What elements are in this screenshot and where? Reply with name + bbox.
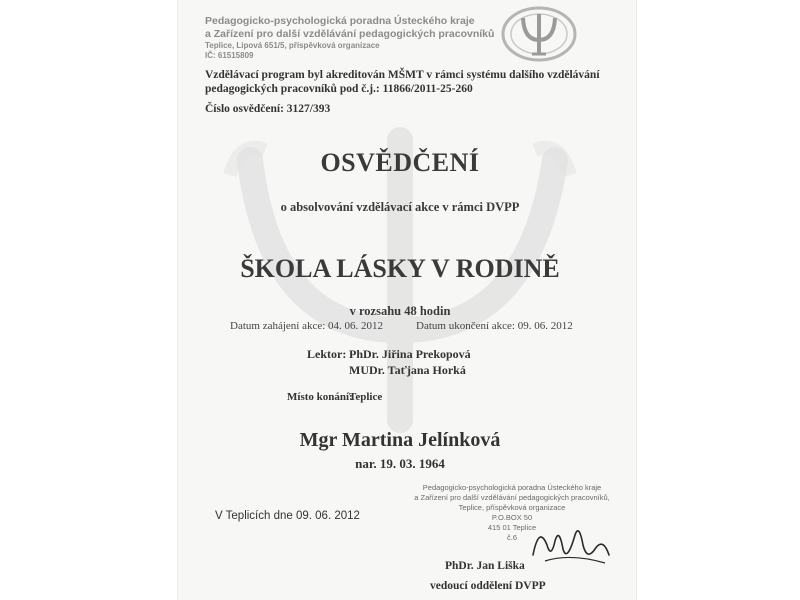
stamp-line: č.6: [506, 533, 517, 542]
header-org-name: Pedagogicko-psychologická poradna Ústeckého kraje: [205, 15, 475, 27]
header-org-name-cont: a Zařízení pro další vzdělávání pedagogických pracovníků: [205, 28, 495, 40]
header-ico: IČ: 61515809: [205, 51, 254, 60]
venue-label: Místo konání:: [287, 391, 353, 403]
course-hours: v rozsahu 48 hodin: [349, 304, 451, 318]
psi-logo-icon: [498, 4, 580, 64]
stamp-line: Teplice, příspěvková organizace: [458, 503, 566, 512]
venue: Teplice: [349, 391, 383, 403]
date-start: Datum zahájení akce: 04. 06. 2012: [230, 320, 384, 332]
stamp-line: a Zařízení pro další vzdělávání pedagogických pracovníků,: [414, 493, 610, 502]
signature-icon: [525, 515, 615, 575]
place-and-date: V Teplicích dne 09. 06. 2012: [215, 510, 360, 522]
stamp-line: 415 01 Teplice: [487, 523, 537, 532]
accreditation-line1: Vzdělávací program byl akreditován MŠMT v rámci systému dalšího vzdělávání: [205, 69, 600, 81]
lecturer-label: Lektor:: [307, 347, 347, 361]
accreditation-line2: pedagogických pracovníků pod č.j.: 11866/2011-25-260: [205, 83, 473, 95]
certificate-number: Číslo osvědčení: 3127/393: [205, 103, 331, 115]
certificate-subtitle: o absolvování vzdělávací akce v rámci DVPP: [280, 200, 520, 214]
certificate-title: OSVĚDČENÍ: [320, 148, 480, 177]
recipient-name: Mgr Martina Jelínková: [299, 429, 501, 451]
recipient-dob: nar. 19. 03. 1964: [355, 456, 445, 471]
lecturer-2: MUDr. Taťjana Horká: [349, 363, 466, 377]
signatory-title: vedoucí oddělení DVPP: [430, 580, 546, 592]
course-name: ŠKOLA LÁSKY V RODINĚ: [240, 254, 560, 283]
lecturer-1: PhDr. Jiřina Prekopová: [349, 347, 471, 361]
date-end: Datum ukončení akce: 09. 06. 2012: [416, 320, 573, 332]
signatory-name: PhDr. Jan Liška: [445, 560, 525, 572]
header-address: Teplice, Lipová 651/5, příspěvková organizace: [205, 41, 380, 50]
stamp-line: Pedagogicko-psychologická poradna Ústeckého kraje: [422, 483, 602, 492]
stamp-line: P.O.BOX 50: [491, 513, 533, 522]
